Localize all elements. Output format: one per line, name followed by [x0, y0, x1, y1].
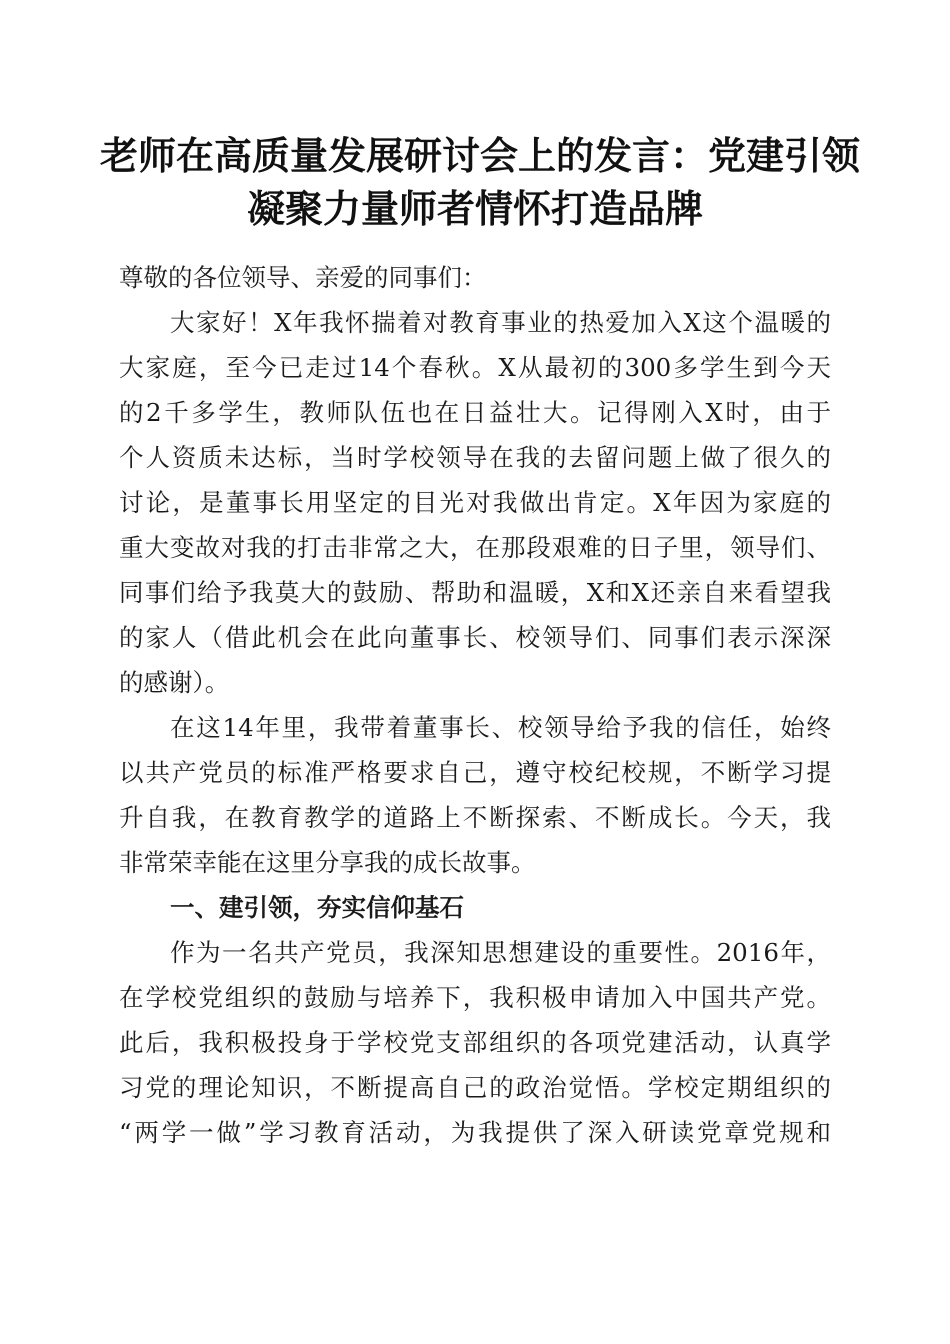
paragraph-line: 在学校党组织的鼓励与培养下，我积极申请加入中国共产党。	[119, 983, 831, 1012]
paragraph-line: 大家好！X年我怀揣着对教育事业的热爱加入X这个温暖的	[170, 308, 831, 337]
paragraph-line: 重大变故对我的打击非常之大，在那段艰难的日子里，领导们、	[119, 533, 831, 562]
paragraph-line: 此后，我积极投身于学校党支部组织的各项党建活动，认真学	[119, 1028, 831, 1057]
paragraph-line: 非常荣幸能在这里分享我的成长故事。	[119, 848, 536, 877]
paragraph-line: 习党的理论知识，不断提高自己的政治觉悟。学校定期组织的	[119, 1073, 831, 1102]
paragraph-line: “两学一做”学习教育活动，为我提供了深入研读党章党规和	[119, 1118, 831, 1147]
paragraph-line: 个人资质未达标，当时学校领导在我的去留问题上做了很久的	[119, 443, 831, 472]
document-body	[119, 255, 831, 1155]
salutation: 尊敬的各位领导、亲爱的同事们：	[119, 263, 487, 292]
paragraph-line: 升自我，在教育教学的道路上不断探索、不断成长。今天，我	[119, 803, 831, 832]
paragraph-line: 讨论，是董事长用坚定的目光对我做出肯定。X年因为家庭的	[119, 488, 831, 517]
paragraph-line: 的家人（借此机会在此向董事长、校领导们、同事们表示深深	[119, 623, 831, 652]
section-heading: 一、建引领，夯实信仰基石	[170, 893, 464, 922]
paragraph-line: 大家庭，至今已走过14个春秋。X从最初的300多学生到今天	[119, 353, 831, 382]
paragraph-line: 以共产党员的标准严格要求自己，遵守校纪校规，不断学习提	[119, 758, 831, 787]
paragraph-line: 在这14年里，我带着董事长、校领导给予我的信任，始终	[170, 713, 831, 742]
document-title-line-1: 老师在高质量发展研讨会上的发言：党建引领	[100, 133, 861, 178]
paragraph-line: 的感谢）。	[119, 668, 230, 697]
document-title-line-2: 凝聚力量师者情怀打造品牌	[246, 186, 703, 231]
paragraph-line: 的2千多学生，教师队伍也在日益壮大。记得刚入X时，由于	[119, 398, 831, 427]
paragraph-line: 作为一名共产党员，我深知思想建设的重要性。2016年，	[170, 938, 831, 967]
paragraph-line: 同事们给予我莫大的鼓励、帮助和温暖，X和X还亲自来看望我	[119, 578, 831, 607]
